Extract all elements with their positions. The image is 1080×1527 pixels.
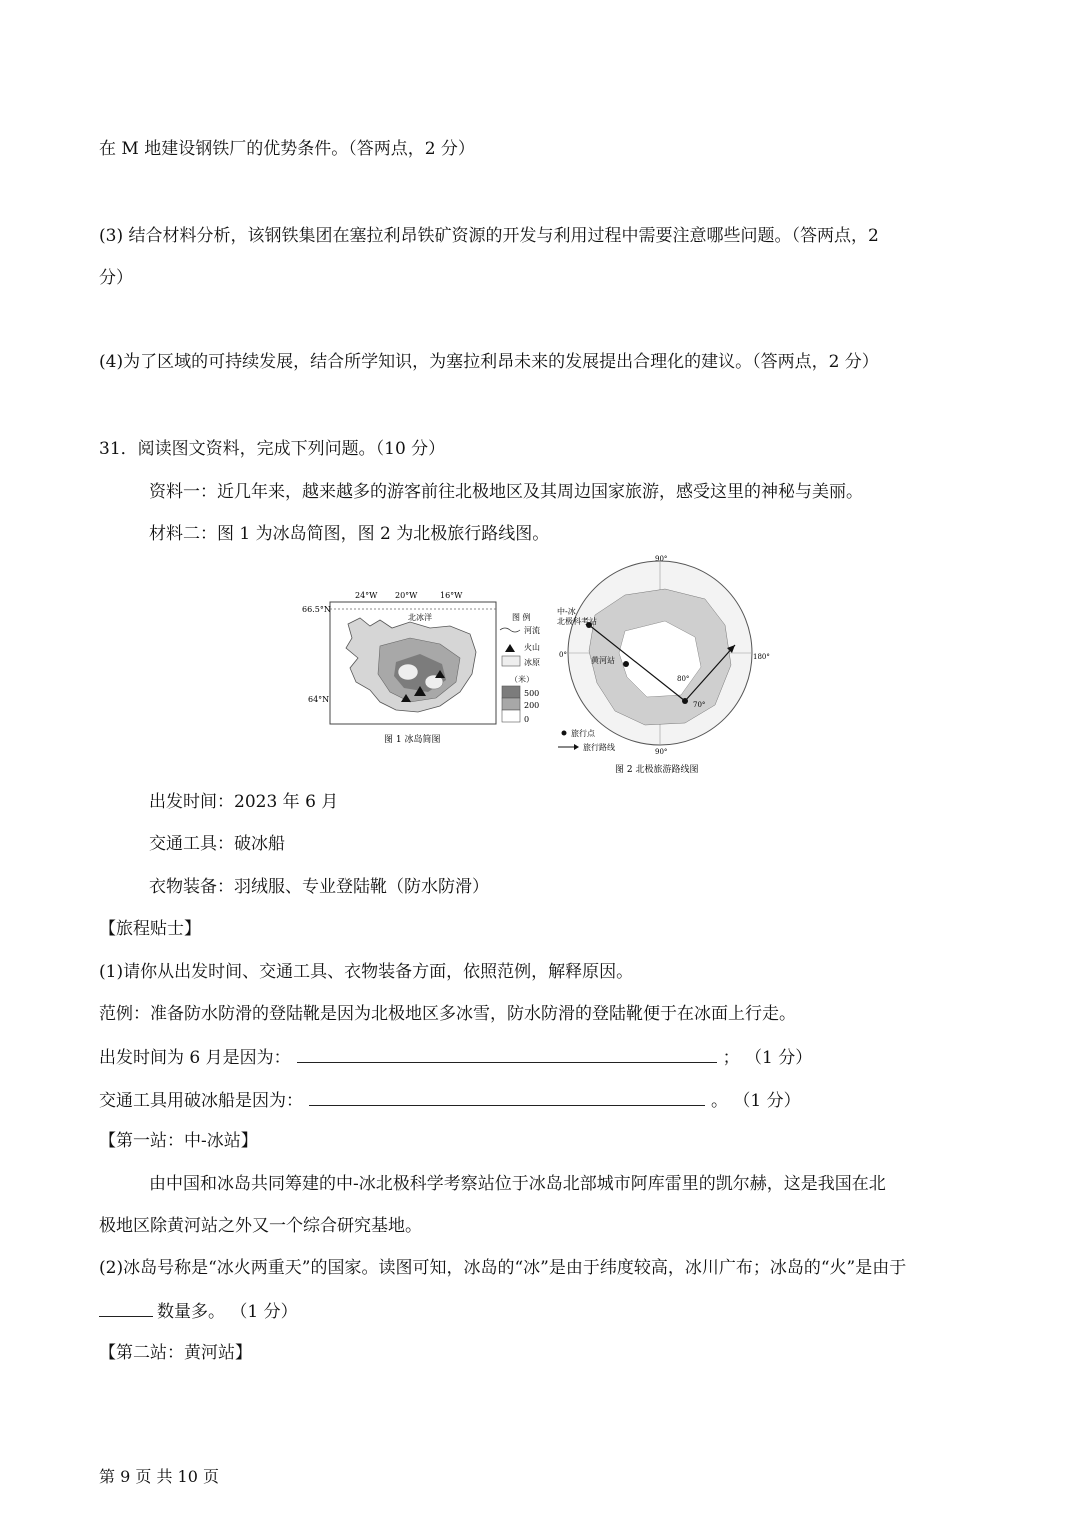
lat-64: 64°N bbox=[308, 695, 330, 704]
page-footer: 第 9 页 共 10 页 bbox=[99, 1467, 219, 1486]
lon-24w: 24°W bbox=[355, 591, 378, 600]
answer-departure-blank[interactable] bbox=[297, 1044, 717, 1063]
legend-river: 河流 bbox=[524, 626, 540, 635]
question-1: (1)请你从出发时间、交通工具、衣物装备方面，依照范例，解释原因。 bbox=[99, 962, 634, 982]
legend-200: 200 bbox=[524, 701, 540, 710]
deg-80: 80° bbox=[677, 675, 690, 683]
section-travel-tips: 【旅程贴士】 bbox=[99, 919, 201, 939]
question-2-answer-line bbox=[99, 1298, 298, 1324]
text-line-3: 分） bbox=[99, 268, 133, 288]
legend-title: 图 例 bbox=[512, 613, 531, 622]
station-china-iceland: 中-冰 bbox=[557, 607, 576, 616]
station-china-iceland-sub: 北极科考站 bbox=[557, 617, 597, 626]
deg-70: 70° bbox=[693, 701, 706, 709]
first-stop-text-1: 由中国和冰岛共同筹建的中-冰北极科学考察站位于冰岛北部城市阿库雷里的凯尔赫，这是我国在北 bbox=[149, 1174, 886, 1194]
legend-point: 旅行点 bbox=[571, 729, 595, 738]
legend-volcano: 火山 bbox=[524, 643, 540, 652]
answer-departure-label: 出发时间为 6 月是因为： bbox=[99, 1048, 291, 1068]
answer-transport-line bbox=[99, 1087, 801, 1113]
question-2: (2)冰岛号称是“冰火两重天”的国家。读图可知，冰岛的“冰”是由于纬度较高，冰川广布；冰岛的“火”是由于 bbox=[99, 1258, 907, 1278]
answer-transport-label: 交通工具用破冰船是因为： bbox=[99, 1091, 303, 1111]
first-stop-text-2: 极地区除黄河站之外又一个综合研究基地。 bbox=[99, 1216, 422, 1236]
section-second-stop: 【第二站：黄河站】 bbox=[99, 1343, 252, 1363]
text-line-4: (4)为了区域的可持续发展，结合所学知识，为塞拉利昂未来的发展提出合理化的建议。（答两点，2 分） bbox=[99, 352, 879, 372]
material-two: 材料二：图 1 为冰岛简图，图 2 为北极旅行路线图。 bbox=[149, 524, 550, 544]
lon-20w: 20°W bbox=[395, 591, 418, 600]
departure-time: 出发时间：2023 年 6 月 bbox=[149, 792, 339, 812]
legend-500: 500 bbox=[524, 689, 540, 698]
question-31-heading: 31．阅读图文资料，完成下列问题。（10 分） bbox=[99, 439, 446, 459]
text-line-1: 在 M 地建设钢铁厂的优势条件。（答两点，2 分） bbox=[99, 139, 475, 159]
answer-transport-score: 。 （1 分） bbox=[711, 1091, 801, 1111]
legend-icefield: 冰原 bbox=[524, 658, 540, 667]
figure-arctic-route bbox=[555, 555, 775, 781]
text-line-2: (3) 结合材料分析，该钢铁集团在塞拉利昂铁矿资源的开发与利用过程中需要注意哪些问题。（答两点，2 bbox=[99, 226, 879, 246]
lon-16w: 16°W bbox=[440, 591, 463, 600]
figure-iceland-map bbox=[300, 582, 562, 754]
station-huanghe: 黄河站 bbox=[591, 656, 615, 665]
question-2-blank[interactable] bbox=[99, 1298, 153, 1317]
lat-665: 66.5°N bbox=[302, 605, 331, 614]
section-first-stop: 【第一站：中-冰站】 bbox=[99, 1131, 258, 1151]
transport: 交通工具：破冰船 bbox=[149, 834, 285, 854]
example-line: 范例：准备防水防滑的登陆靴是因为北极地区多冰雪，防水防滑的登陆靴便于在冰面上行走。 bbox=[99, 1004, 796, 1024]
deg-top: 90° bbox=[655, 555, 668, 563]
material-one: 资料一：近几年来，越来越多的游客前往北极地区及其周边国家旅游，感受这里的神秘与美丽。 bbox=[149, 482, 863, 502]
answer-departure-score: ； （1 分） bbox=[722, 1048, 813, 1068]
legend-unit: （米） bbox=[510, 675, 534, 684]
figure1-caption: 图 1 冰岛简图 bbox=[384, 735, 441, 745]
question-2-tail: 数量多。 （1 分） bbox=[157, 1302, 298, 1322]
deg-right: 180° bbox=[753, 653, 770, 661]
ocean-label: 北冰洋 bbox=[408, 613, 432, 622]
figure2-caption: 图 2 北极旅游路线图 bbox=[615, 765, 699, 775]
answer-transport-blank[interactable] bbox=[309, 1087, 705, 1106]
legend-0: 0 bbox=[524, 715, 530, 724]
answer-departure-line bbox=[99, 1044, 812, 1070]
deg-left: 0° bbox=[559, 651, 567, 659]
legend-route: 旅行路线 bbox=[583, 743, 615, 752]
deg-bottom: 90° bbox=[655, 748, 668, 756]
equipment: 衣物装备：羽绒服、专业登陆靴（防水防滑） bbox=[149, 877, 489, 897]
